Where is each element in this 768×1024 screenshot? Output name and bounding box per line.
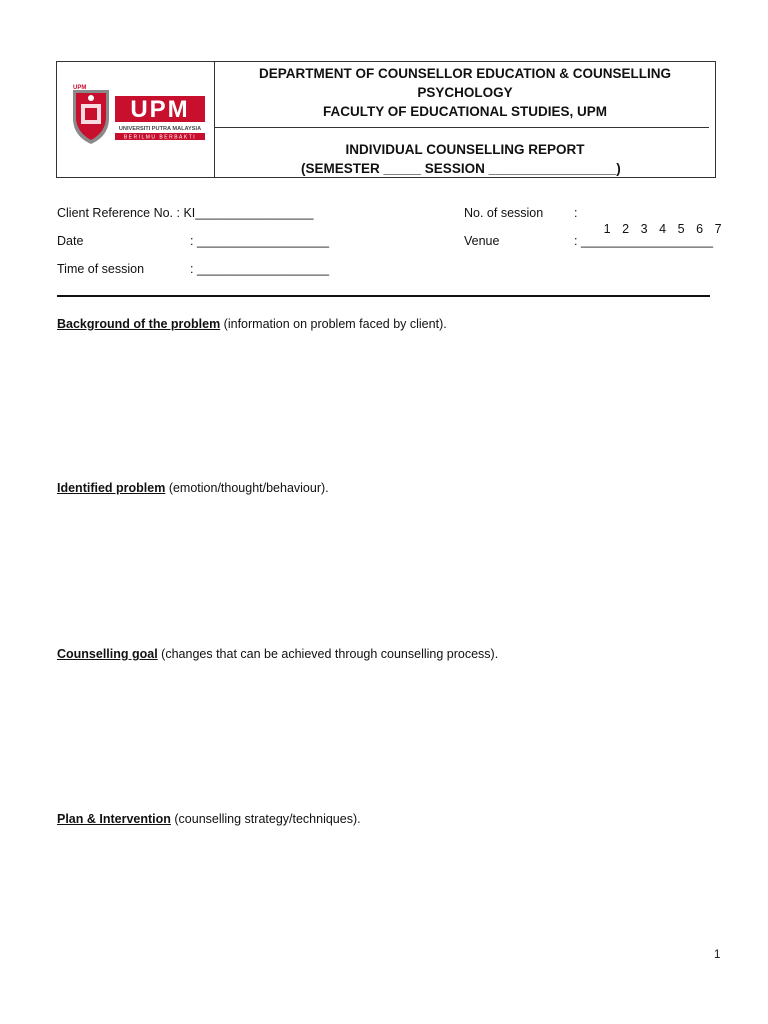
venue-field: : ___________________: [574, 234, 714, 248]
logo-wordmark: UPM: [130, 96, 190, 123]
section-note: (changes that can be achieved through counselling process).: [157, 647, 499, 661]
identified-problem-section: [57, 480, 329, 496]
time-field: : ___________________: [190, 262, 330, 276]
shield-icon: [73, 90, 109, 144]
time-label: Time of session: [57, 262, 145, 276]
logo-motto: BERILMU BERBAKTI: [123, 134, 197, 141]
plan-intervention-section: [57, 811, 361, 827]
session-number: 3: [640, 222, 648, 236]
venue-label: Venue: [464, 234, 500, 248]
logo-subtitle: UNIVERSITI PUTRA MALAYSIA: [118, 126, 202, 132]
faculty-line: FACULTY OF EDUCATIONAL STUDIES, UPM: [322, 104, 607, 119]
section-heading: Plan & Intervention: [57, 812, 171, 826]
section-note: (emotion/thought/behaviour).: [165, 481, 329, 495]
session-number: 1: [603, 222, 611, 236]
department-line-2: PSYCHOLOGY: [417, 85, 513, 100]
title-divider: [215, 127, 709, 128]
department-heading: [215, 64, 715, 121]
section-heading: Background of the problem: [57, 317, 221, 331]
semester-session-line: (SEMESTER _____ SESSION _________________): [301, 161, 621, 176]
date-field: : ___________________: [190, 234, 330, 248]
section-heading: Identified problem: [57, 481, 166, 495]
session-count-colon: :: [574, 206, 578, 220]
section-note: (counselling strategy/techniques).: [170, 812, 361, 826]
counselling-goal-section: [57, 646, 498, 662]
session-number: 7: [714, 222, 722, 236]
logo-cell: [57, 62, 215, 177]
session-number: 4: [659, 222, 667, 236]
section-heading: Counselling goal: [57, 647, 158, 661]
session-count-label: No. of session: [464, 206, 544, 220]
client-reference-field: Client Reference No. : KI_________________: [57, 206, 314, 220]
background-section: [57, 316, 447, 332]
upm-logo: [71, 84, 207, 146]
page-number: 1: [714, 949, 721, 961]
report-title: INDIVIDUAL COUNSELLING REPORT: [345, 142, 585, 157]
session-number: 5: [677, 222, 685, 236]
title-cell: [215, 62, 715, 177]
section-note: (information on problem faced by client).: [220, 317, 447, 331]
separator-line: [57, 295, 710, 297]
session-number: 2: [622, 222, 630, 236]
logo-top-text: UPM: [73, 85, 87, 91]
header-box: [56, 61, 716, 178]
date-label: Date: [57, 234, 84, 248]
session-number: 6: [696, 222, 704, 236]
department-line-1: DEPARTMENT OF COUNSELLOR EDUCATION & COUNSELLING: [259, 66, 671, 81]
